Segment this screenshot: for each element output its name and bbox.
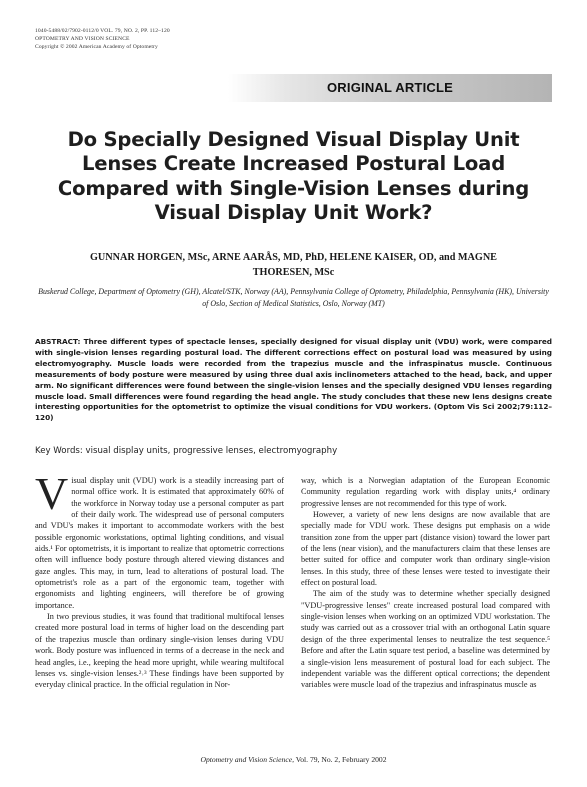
keywords: Key Words: visual display units, progressive lenses, electromyography: [35, 446, 338, 456]
drop-cap: V: [35, 468, 69, 519]
body-paragraph: However, a variety of new lens designs are now available that are specially made for VDU work. These designs put emphasis on a wide transition zone from the upper part (distance vision) toward the lower part of the lens (near vision), and the manufacturers claim that these lenses are better suited for office and computer work than ordinary single-vision lenses. In this study, three of these lenses were tested to investigate their effect on postural load.: [301, 510, 550, 588]
paragraph-text: isual display unit (VDU) work is a steadily increasing part of normal office work. It is estimated that approximately 60% of the workforce in Norway today use a personal computer as part of their daily work. The widespread use of personal computers and VDU's makes it important to accommodate workers with the best possible ergonomic workstations, optimal lighting conditions, and visual aids.¹ For optometrists, it is important to realize that optometric corrections often will influence body posture through altered viewing distances and gaze angles. This may, in turn, lead to alterations of postural load. The optometrist's role as a part of the ergonomic team, together with ergonomists and lighting engineers, will therefore be of growing importance.: [35, 476, 284, 610]
meta-line-journal: OPTOMETRY AND VISION SCIENCE: [35, 36, 130, 43]
article-title: Do Specially Designed Visual Display Unit Lenses Create Increased Postural Load Compared with Single-Vision Lenses during Visual Display Unit Work?: [57, 128, 530, 225]
body-paragraph: The aim of the study was to determine whether specially designed "VDU-progressive lenses" create increased postural load compared with single-vision lenses when working on an optimized VDU workstation. The study was carried out as a crossover trial with an orthogonal Latin square design of the three experimental lenses to neutralize the test sequence.⁵ Before and after the Latin square test period, a baseline was determined by a single-vision lens measurement of postural load for each subject. The independent variable was the different optical corrections; the dependent variables were muscle load of the trapezius and infraspinatus muscle as: [301, 589, 550, 690]
body-paragraph: [35, 468, 284, 611]
body-paragraph: way, which is a Norwegian adaptation of the European Economic Community regulation regarding work with display units,⁴ ordinary progressive lenses are not recommended for this type of work.: [301, 476, 550, 508]
affiliations: Buskerud College, Department of Optometry (GH), Alcatel/STK, Norway (AA), Pennsylvania College of Optometry, Philadelphia, Pennsylvania (HK), University of Oslo, Section of Medical Statistics, Oslo, Norway (MT): [38, 287, 549, 308]
footer-issue: Vol. 79, No. 2, February 2002: [293, 755, 387, 764]
abstract: ABSTRACT: Three different types of spectacle lenses, specially designed for visual display unit (VDU) work, were compared with single-vision lenses regarding postural load. The different corrections effect on postural load was measured by using electromyography. Muscle loads were recorded from the trapezius muscle and the infraspinatus muscle. Continuous measurements of body posture were measured by using three dual axis inclinometers attached to the head, back, and upper arm. No significant differences were found between the single-vision lenses and the specially designed VDU lenses regarding muscle load. Small differences were found regarding the head angle. The study concludes that these new lens designs create interesting opportunities for the optometrist to optimize the visual conditions for VDU workers. (Optom Vis Sci 2002;79:112–120): [35, 337, 552, 423]
body-column-right: [301, 475, 550, 691]
body-column-left: [35, 468, 284, 691]
journal-metadata: [35, 27, 170, 52]
meta-line-issn: 1040-5488/02/7902-0112/0 VOL. 79, NO. 2, PP. 112–120: [35, 28, 170, 34]
body-paragraph: In two previous studies, it was found that traditional multifocal lenses created more postural load in terms of higher load on the descending part of the trapezius muscle than ordinary single-vision lenses during VDU work. Body posture was influenced in terms of a decrease in the neck and head angles, i.e., keeping the head more upright, while wearing multifocal lenses vs. single-vision lenses.²˒³ These findings have been supported by everyday clinical practice. In the official regulation in Nor-: [35, 612, 284, 690]
section-banner: [228, 74, 552, 102]
meta-line-copyright: Copyright © 2002 American Academy of Optometry: [35, 44, 158, 51]
author-list: GUNNAR HORGEN, MSc, ARNE AARÅS, MD, PhD, HELENE KAISER, OD, and MAGNE THORESEN, MSc: [90, 252, 497, 278]
footer-journal: Optometry and Vision Science,: [200, 755, 294, 764]
section-label: ORIGINAL ARTICLE: [327, 80, 453, 95]
page-footer: [0, 755, 587, 764]
